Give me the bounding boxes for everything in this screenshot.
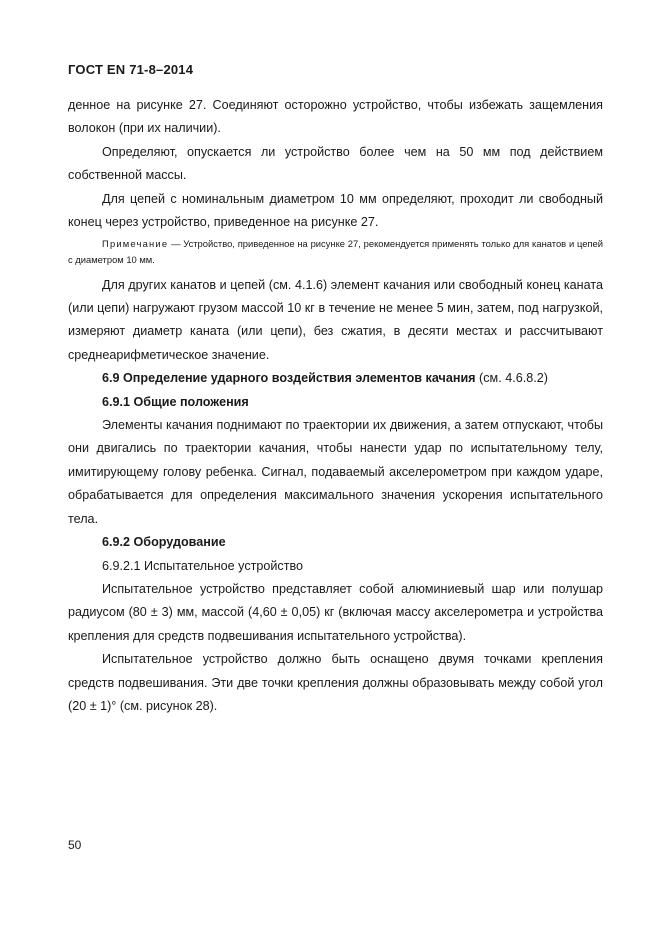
section-heading-6-9-1 [68, 391, 603, 414]
document-body [68, 94, 603, 718]
paragraph-1: денное на рисунке 27. Соединяют осторожно устройство, чтобы избежать защемления волокон (при их наличии). [68, 98, 603, 136]
paragraph-5: Элементы качания поднимают по траектории их движения, а затем отпускают, чтобы они двигались по траектории качания, чтобы нанести удар по испытательному телу, имитирующему голову ребенка. Сигнал, подаваемый акселерометром при каждом ударе, обрабатывается для определения максимального значения ускорения испытательного тела. [68, 418, 603, 526]
paragraph-4: Для других канатов и цепей (см. 4.1.6) элемент качания или свободный конец каната (или цепи) нагружают грузом массой 10 кг в течение не менее 5 мин, затем, под нагрузкой, измеряют диаметр каната (или цепи), без сжатия, в десяти местах и рассчитывают среднеарифметическое значение. [68, 277, 603, 362]
paragraph-2: Определяют, опускается ли устройство более чем на 50 мм под действием собственной массы. [68, 144, 603, 183]
note-label: Примечание [102, 238, 169, 250]
paragraph-3: Для цепей с номинальным диаметром 10 мм определяют, проходит ли свободный конец через устройство, приведенное на рисунке 27. [68, 191, 603, 230]
section-title-6-9: 6.9 Определение ударного воздействия элементов качания [102, 371, 476, 386]
section-heading-6-9-2-1: 6.9.2.1 Испытательное устройство [102, 558, 304, 573]
page-number: 50 [68, 838, 82, 852]
note [68, 236, 603, 267]
section-title-6-9-2: 6.9.2 Оборудование [102, 535, 226, 550]
paragraph-6: Испытательное устройство представляет собой алюминиевый шар или полушар радиусом (80 ± 3) мм, массой (4,60 ± 0,05) кг (включая массу акселерометра и устройства крепления для средств подвешивания испытательного устройства). [68, 581, 603, 643]
document-header: ГОСТ EN 71-8–2014 [68, 62, 194, 77]
section-heading-6-9-2 [68, 531, 603, 554]
section-heading-6-9 [68, 367, 603, 390]
note-text: — Устройство, приведенное на рисунке 27, рекомендуется применять только для канатов и цепей с диаметром 10 мм. [68, 238, 603, 266]
paragraph-7: Испытательное устройство должно быть оснащено двумя точками крепления средств подвешивания. Эти две точки крепления должны образовывать между собой угол (20 ± 1)° (см. рисунок 28). [68, 652, 603, 713]
section-ref-6-9: (см. 4.6.8.2) [475, 371, 548, 386]
section-title-6-9-1: 6.9.1 Общие положения [102, 394, 249, 409]
